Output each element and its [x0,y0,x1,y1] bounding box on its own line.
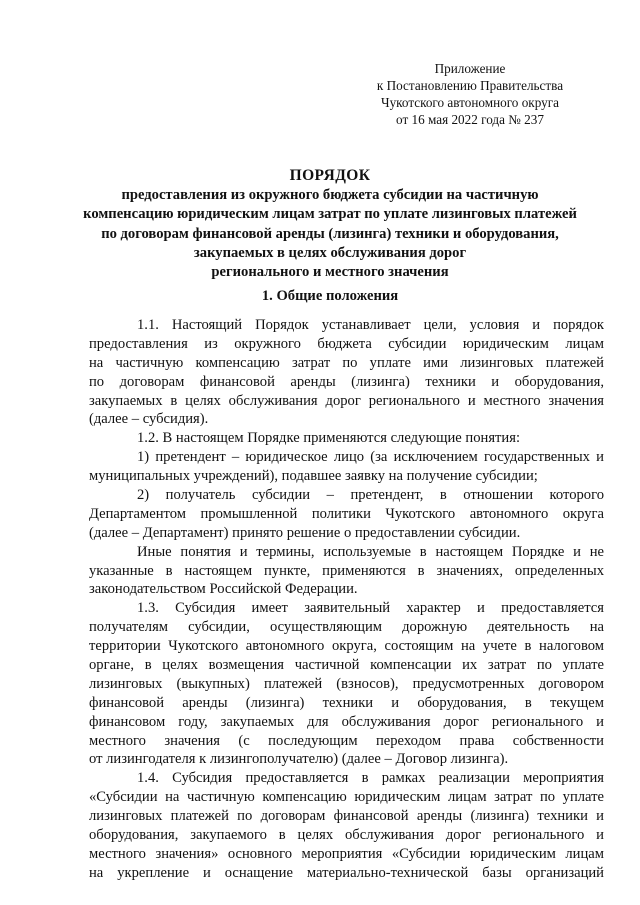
body-line: 1) претендент – юридическое лицо (за исключением государственных и [137,449,604,466]
title-line: регионального и местного значения [211,264,449,281]
appendix-line: Приложение [434,61,506,76]
body-line: финансовой аренды (лизинга) техники и оборудования, в текущем [89,694,604,711]
document-body [89,316,604,883]
body-line: закупаемых в целях обслуживания дорог регионального и местного значения [89,392,604,409]
body-line: (далее – субсидия). [89,411,209,428]
title-main: ПОРЯДОК [289,167,371,184]
body-line: предоставления из окружного бюджета субсидии юридическим лицам [89,335,604,352]
title-line: по договорам финансовой аренды (лизинга) техники и оборудования, [101,225,559,242]
body-line: муниципальных учреждений), подавшее заявку на получение субсидии; [89,468,538,485]
title-line: компенсацию юридическим лицам затрат по уплате лизинговых платежей [83,206,577,223]
body-line: 1.1. Настоящий Порядок устанавливает цели, условия и порядок [137,317,604,333]
body-line: 1.4. Субсидия предоставляется в рамках реализации мероприятия [137,770,604,787]
body-line: на частичную компенсацию затрат по уплате ими лизинговых платежей [89,354,604,371]
appendix-block [340,60,600,128]
title-line: предоставления из окружного бюджета субсидии на частичную [121,187,539,204]
body-line: Департаментом промышленной политики Чукотского автономного округа [89,505,604,522]
body-line: по договорам финансовой аренды (лизинга) техники и оборудования, [89,373,604,390]
body-line: получателям субсидии, осуществляющим дорожную деятельность на [89,619,604,636]
title-line: закупаемых в целях обслуживания дорог [193,244,467,261]
body-line: от лизингодателя к лизингополучателю) (далее – Договор лизинга). [89,751,509,768]
body-line: 1.2. В настоящем Порядке применяются следующие понятия: [137,430,521,447]
appendix-line: от 16 мая 2022 года № 237 [396,112,544,127]
appendix-line: к Постановлению Правительства [376,78,564,93]
body-line: лизинговых платежей по договорам финансовой аренды (лизинга) техники и [89,808,604,825]
body-line: на укрепление и оснащение материально-технической базы организаций [89,864,604,881]
appendix-line: Чукотского автономного округа [381,95,559,110]
body-line: «Субсидии на частичную компенсацию юридическим лицам затрат по уплате [89,789,604,806]
body-line: 2) получатель субсидии – претендент, в отношении которого [137,487,604,504]
section-heading: 1. Общие положения [261,288,399,304]
body-line: (далее – Департамент) принято решение о предоставлении субсидии. [89,524,521,541]
body-line: указанные в настоящем пункте, применяются в значениях, определенных [89,562,604,579]
body-line: органе, в целях возмещения частичной компенсации их затрат по уплате [89,657,604,674]
document-title [60,166,600,282]
body-line: местного значения (с последующим переходом права собственности [89,732,604,749]
body-line: территории Чукотского автономного округа, состоящим на учете в налоговом [89,638,604,655]
body-line: лизинговых (выкупных) платежей (взносов), предусмотренных договором [89,675,604,692]
body-line: Иные понятия и термины, используемые в настоящем Порядке и не [137,543,604,560]
body-line: оборудования, закупаемого в целях обслуживания дорог регионального и [89,827,604,844]
body-line: финансовом году, закупаемых для обслуживания дорог регионального и [89,713,604,730]
body-line: законодательством Российской Федерации. [89,581,358,598]
body-line: местного значения» основного мероприятия «Субсидии юридическим лицам [89,845,604,862]
body-line: 1.3. Субсидия имеет заявительный характер и предоставляется [137,600,604,617]
